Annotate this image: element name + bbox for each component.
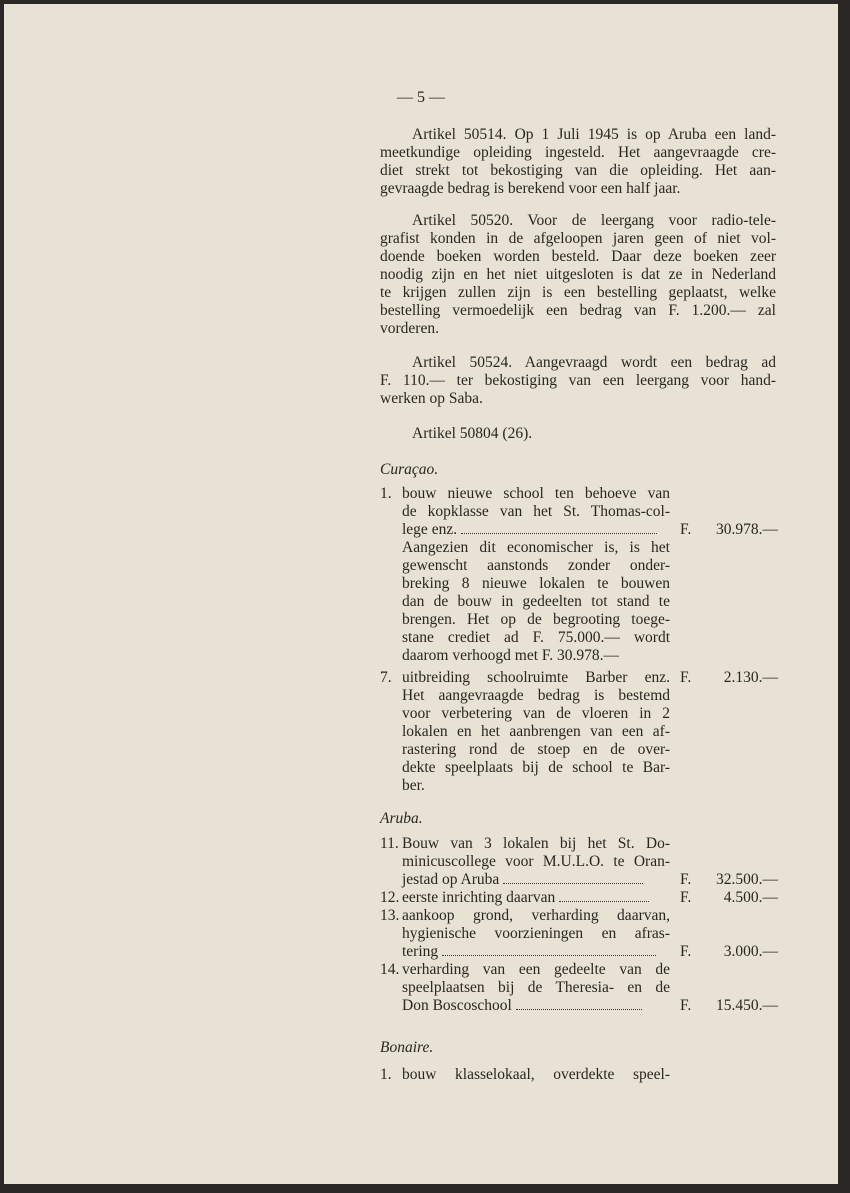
text-line: Artikel 50804 (26). (412, 425, 533, 442)
text-line: te krijgen zullen zijn is een bestelling geplaatst, welke (380, 284, 776, 301)
text-line: speelplaatsen bij de Theresia- en de (402, 979, 670, 996)
item-text (402, 1066, 670, 1084)
item-text (402, 907, 670, 961)
text-line: voor verbetering van de vloeren in 2 (402, 705, 670, 722)
text-line: daarom verhoogd met F. 30.978.— (402, 647, 620, 664)
text-line: vorderen. (380, 320, 439, 337)
text-line: verharding van een gedeelte van de (402, 961, 670, 978)
amount-value: 15.450.— (716, 997, 778, 1014)
text-line: Artikel 50514. Op 1 Juli 1945 is op Aruba een land- (412, 126, 776, 143)
text-line: lokalen en het aanbrengen van een af- (402, 723, 670, 740)
item-text (402, 835, 670, 889)
text-line: bouw nieuwe school ten behoeve van (402, 485, 670, 502)
amount-currency: F. (680, 871, 692, 888)
text-line: grafist konden in de afgeloopen jaren geen of niet vol- (380, 230, 776, 247)
text-line: werken op Saba. (380, 390, 483, 407)
text-line: stane crediet ad F. 75.000.— wordt (402, 629, 670, 646)
text-line: gewenscht aanstonds zonder onder- (402, 557, 670, 574)
page-number: — 5 — (397, 89, 445, 106)
amount-value: 3.000.— (723, 943, 778, 960)
text-line: hygienische voorzieningen en afras- (402, 925, 670, 942)
text-line: Het aangevraagde bedrag is bestemd (402, 687, 670, 704)
text-line: F. 110.— ter bekostiging van een leergang voor hand- (380, 372, 776, 389)
text-line: doende boeken worden besteld. Daar deze boeken zeer (380, 248, 776, 265)
amount-currency: F. (680, 521, 692, 538)
text-line: gevraagde bedrag is berekend voor een half jaar. (380, 180, 681, 197)
amount-value: 32.500.— (716, 871, 778, 888)
text-line: Artikel 50520. Voor de leergang voor radio-tele- (412, 212, 776, 229)
text-line: Artikel 50524. Aangevraagd wordt een bedrag ad (412, 354, 776, 371)
dot-leader (559, 889, 649, 902)
text-line: lege enz. (402, 521, 670, 539)
text-line: brengen. Het op de begrooting toege- (402, 611, 670, 628)
text-line: aankoop grond, verharding daarvan, (402, 907, 670, 924)
text-line: rastering rond de stoep en de over- (402, 741, 670, 758)
paragraph-artikel-50524 (380, 354, 776, 408)
item-text (402, 889, 670, 907)
text-line: meetkundige opleiding ingesteld. Het aangevraagde cre- (380, 144, 776, 161)
text-line: de kopklasse van het St. Thomas-col- (402, 503, 670, 520)
amount-value: 30.978.— (716, 521, 778, 538)
item-text (402, 961, 670, 1015)
amount-value: 2.130.— (723, 669, 778, 686)
item-text (402, 485, 670, 665)
item-number: 12. (380, 889, 400, 906)
text-line: diet strekt tot bekostiging van die opleiding. Het aan- (380, 162, 776, 179)
item-number: 7. (380, 669, 392, 686)
document-page (4, 4, 838, 1184)
text-line: Bouw van 3 lokalen bij het St. Do- (402, 835, 670, 852)
text-line: bestelling vermoedelijk een bedrag van F. 1.200.— zal (380, 302, 776, 319)
amount-value: 4.500.— (723, 889, 778, 906)
section-heading-bonaire: Bonaire. (380, 1039, 434, 1056)
item-number: 11. (380, 835, 399, 852)
text-line: ber. (402, 777, 425, 794)
dot-leader (516, 997, 642, 1010)
text-line: uitbreiding schoolruimte Barber enz. (402, 669, 670, 686)
amount-currency: F. (680, 669, 692, 686)
item-text (402, 669, 670, 795)
text-line: dekte speelplaats bij de school te Bar- (402, 759, 670, 776)
paragraph-artikel-50520 (380, 212, 776, 338)
item-number: 1. (380, 1066, 392, 1083)
item-number: 1. (380, 485, 392, 502)
text-line: breking 8 nieuwe lokalen te bouwen (402, 575, 670, 592)
paragraph-artikel-50514 (380, 126, 776, 198)
text-line: bouw klasselokaal, overdekte speel- (402, 1066, 670, 1083)
text-line: minicuscollege voor M.U.L.O. te Oran- (402, 853, 670, 870)
text-line: eerste inrichting daarvan (402, 889, 670, 907)
item-number: 13. (380, 907, 400, 924)
text-line: tering (402, 943, 670, 961)
section-heading-aruba: Aruba. (380, 810, 423, 827)
text-line: noodig zijn en het niet uitgesloten is dat ze in Nederland (380, 266, 776, 283)
dot-leader (442, 943, 656, 956)
dot-leader (503, 871, 643, 884)
text-line: Aangezien dit economischer is, is het (402, 539, 670, 556)
text-line: dan de bouw in gedeelten tot stand te (402, 593, 670, 610)
dot-leader (461, 521, 657, 534)
amount-currency: F. (680, 943, 692, 960)
amount-currency: F. (680, 997, 692, 1014)
paragraph-artikel-50804 (380, 425, 776, 443)
text-line: jestad op Aruba (402, 871, 670, 889)
amount-currency: F. (680, 889, 692, 906)
item-number: 14. (380, 961, 400, 978)
section-heading-curacao: Curaçao. (380, 461, 439, 478)
text-line: Don Boscoschool (402, 997, 670, 1015)
